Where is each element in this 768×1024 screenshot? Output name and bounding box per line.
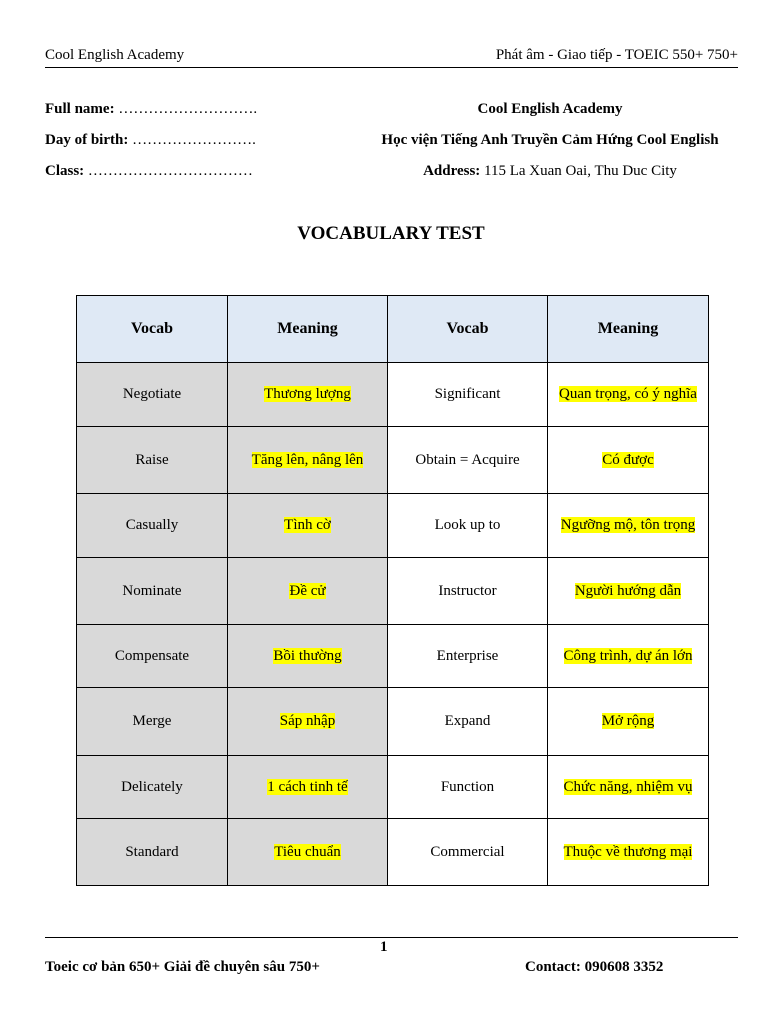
vocab-cell xyxy=(388,756,548,819)
vocab-cell xyxy=(77,756,228,819)
meaning-cell-text: Đề cử xyxy=(289,582,326,599)
meaning-cell-text: Bồi thường xyxy=(273,647,342,664)
vocab-cell xyxy=(388,625,548,688)
vocab-cell xyxy=(77,558,228,625)
meaning-cell-text: Thuộc về thương mại xyxy=(563,843,693,860)
vocab-cell xyxy=(77,427,228,494)
table-row xyxy=(77,756,709,819)
meaning-cell xyxy=(228,427,388,494)
meaning-cell xyxy=(548,688,709,756)
vocab-cell-text: Look up to xyxy=(434,517,501,533)
full-name-label: Full name: xyxy=(45,101,115,117)
vocab-cell-text: Delicately xyxy=(121,778,183,795)
meaning-cell xyxy=(228,756,388,819)
full-name-blank: ………………………. xyxy=(114,101,258,117)
vocab-cell-text: Obtain = Acquire xyxy=(415,451,520,468)
student-info xyxy=(45,94,257,187)
meaning-cell-text: 1 cách tinh tế xyxy=(267,778,348,795)
school-full-name: Học viện Tiếng Anh Truyền Cảm Hứng Cool English xyxy=(381,132,719,148)
vocab-cell xyxy=(388,558,548,625)
page-title: VOCABULARY TEST xyxy=(297,223,485,244)
meaning-cell xyxy=(228,688,388,756)
vocab-cell-text: Function xyxy=(440,778,495,795)
header-vocab-2: Vocab xyxy=(388,296,548,363)
meaning-cell-text: Có được xyxy=(602,451,654,468)
meaning-cell xyxy=(228,558,388,625)
table-row xyxy=(77,427,709,494)
meaning-cell xyxy=(548,363,709,427)
dob-blank: ……………………. xyxy=(128,132,256,148)
school-name: Cool English Academy xyxy=(477,101,623,117)
meaning-cell xyxy=(228,819,388,886)
header-courses: Phát âm - Giao tiếp - TOEIC 550+ 750+ xyxy=(495,47,738,63)
vocab-cell-text: Casually xyxy=(125,517,179,533)
page-header xyxy=(45,47,738,68)
footer-courses: Toeic cơ bản 650+ Giải đề chuyên sâu 750+ xyxy=(45,959,320,975)
meaning-cell-text: Người hướng dẫn xyxy=(574,582,682,599)
meaning-cell xyxy=(548,819,709,886)
meaning-cell-text: Quan trọng, có ý nghĩa xyxy=(559,386,697,402)
vocab-cell xyxy=(77,819,228,886)
address-value: 115 La Xuan Oai, Thu Duc City xyxy=(480,163,677,179)
vocab-cell-text: Standard xyxy=(125,843,179,860)
meaning-cell-text: Tăng lên, nâng lên xyxy=(251,451,364,468)
vocab-cell xyxy=(388,494,548,558)
vocab-cell-text: Significant xyxy=(434,386,501,402)
meaning-cell-text: Chức năng, nhiệm vụ xyxy=(563,778,693,795)
meaning-cell-text: Tiêu chuẩn xyxy=(274,843,341,860)
meaning-cell xyxy=(228,363,388,427)
class-blank: …………………………… xyxy=(84,163,253,179)
table-row xyxy=(77,688,709,756)
meaning-cell-text: Sáp nhập xyxy=(279,713,336,729)
header-vocab-1: Vocab xyxy=(77,296,228,363)
vocab-cell xyxy=(77,363,228,427)
meaning-cell xyxy=(228,494,388,558)
vocab-table xyxy=(76,295,709,886)
vocab-cell-text: Negotiate xyxy=(122,386,182,402)
meaning-cell xyxy=(548,756,709,819)
vocab-cell xyxy=(77,494,228,558)
vocab-cell-text: Enterprise xyxy=(436,647,499,664)
header-academy-name: Cool English Academy xyxy=(45,47,185,63)
meaning-cell-text: Ngưỡng mộ, tôn trọng xyxy=(560,517,696,533)
table-row xyxy=(77,558,709,625)
school-info xyxy=(360,94,740,187)
vocab-cell xyxy=(388,427,548,494)
meaning-cell-text: Mở rộng xyxy=(601,713,655,729)
school-address xyxy=(360,156,740,187)
vocab-cell-text: Expand xyxy=(444,713,491,729)
vocab-cell xyxy=(77,625,228,688)
vocab-cell xyxy=(388,688,548,756)
meaning-cell-text: Công trình, dự án lớn xyxy=(563,647,693,664)
table-row xyxy=(77,625,709,688)
vocab-cell-text: Merge xyxy=(132,713,172,729)
vocab-cell xyxy=(388,819,548,886)
meaning-cell xyxy=(548,625,709,688)
dob-line xyxy=(45,125,257,156)
meaning-cell xyxy=(548,427,709,494)
meaning-cell xyxy=(228,625,388,688)
header-meaning-2: Meaning xyxy=(548,296,709,363)
dob-label: Day of birth: xyxy=(45,132,129,148)
vocab-cell-text: Raise xyxy=(135,451,169,468)
address-label: Address: xyxy=(423,163,481,179)
page-number: 1 xyxy=(380,939,388,955)
full-name-line xyxy=(45,94,257,125)
table-row xyxy=(77,363,709,427)
vocab-cell-text: Instructor xyxy=(438,582,497,599)
header-meaning-1: Meaning xyxy=(228,296,388,363)
meaning-cell-text: Tình cờ xyxy=(284,517,331,533)
vocab-cell-text: Commercial xyxy=(430,843,505,860)
footer-divider xyxy=(45,937,738,938)
vocab-cell xyxy=(388,363,548,427)
footer-contact: Contact: 090608 3352 xyxy=(525,959,664,975)
vocab-cell-text: Nominate xyxy=(122,582,182,599)
table-row xyxy=(77,494,709,558)
meaning-cell-text: Thương lượng xyxy=(264,386,351,402)
meaning-cell xyxy=(548,494,709,558)
class-label: Class: xyxy=(45,163,85,179)
meaning-cell xyxy=(548,558,709,625)
vocab-cell-text: Compensate xyxy=(114,647,190,664)
table-header-row xyxy=(77,296,709,363)
class-line xyxy=(45,156,257,187)
vocab-cell xyxy=(77,688,228,756)
table-row xyxy=(77,819,709,886)
